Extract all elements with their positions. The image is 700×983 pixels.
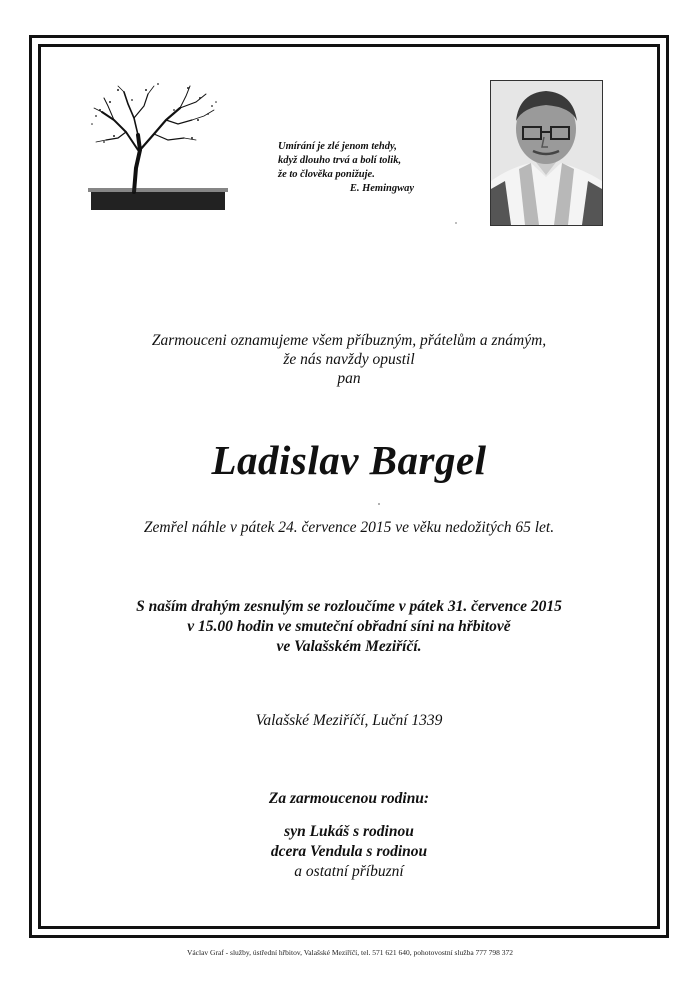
funeral-line: S naším drahým zesnulým se rozloučíme v pátek 31. července 2015	[136, 598, 562, 615]
quote-line: že to člověka ponižuje.	[278, 169, 375, 180]
family-member: syn Lukáš s rodinou	[284, 823, 414, 840]
tree-icon	[88, 80, 228, 212]
family-member: dcera Vendula s rodinou	[270, 843, 428, 860]
scan-speck	[455, 222, 457, 224]
family-others: a ostatní příbuzní	[294, 863, 404, 880]
family-heading: Za zarmoucenou rodinu:	[268, 790, 430, 807]
quote-line: Umírání je zlé jenom tehdy,	[278, 141, 397, 152]
family-list	[38, 822, 660, 882]
announcement-line: pan	[337, 370, 361, 387]
funeral-line: ve Valašském Meziříčí.	[276, 638, 422, 655]
portrait-image	[491, 81, 602, 225]
funeral-info	[38, 597, 660, 657]
address: Valašské Meziříčí, Luční 1339	[255, 712, 443, 729]
quote-author: E. Hemingway	[349, 183, 414, 194]
death-notice: Zemřel náhle v pátek 24. července 2015 ve věku nedožitých 65 let.	[143, 519, 555, 536]
quote-line: když dlouho trvá a bolí tolik,	[278, 155, 402, 166]
announcement	[38, 331, 660, 388]
deceased-name: Ladislav Bargel	[211, 437, 487, 483]
announcement-line: Zarmouceni oznamujeme všem příbuzným, přátelům a známým,	[151, 332, 547, 349]
scan-speck	[378, 503, 380, 505]
portrait-photo	[490, 80, 603, 226]
quote-block	[278, 140, 468, 196]
announcement-line: že nás navždy opustil	[283, 351, 415, 368]
funeral-line: v 15.00 hodin ve smuteční obřadní síni na hřbitově	[187, 618, 511, 635]
footer-text: Václav Graf - služby, ústřední hřbitov, Valašské Meziříčí, tel. 571 621 640, pohotovostní služba 777 798 372	[186, 948, 514, 957]
